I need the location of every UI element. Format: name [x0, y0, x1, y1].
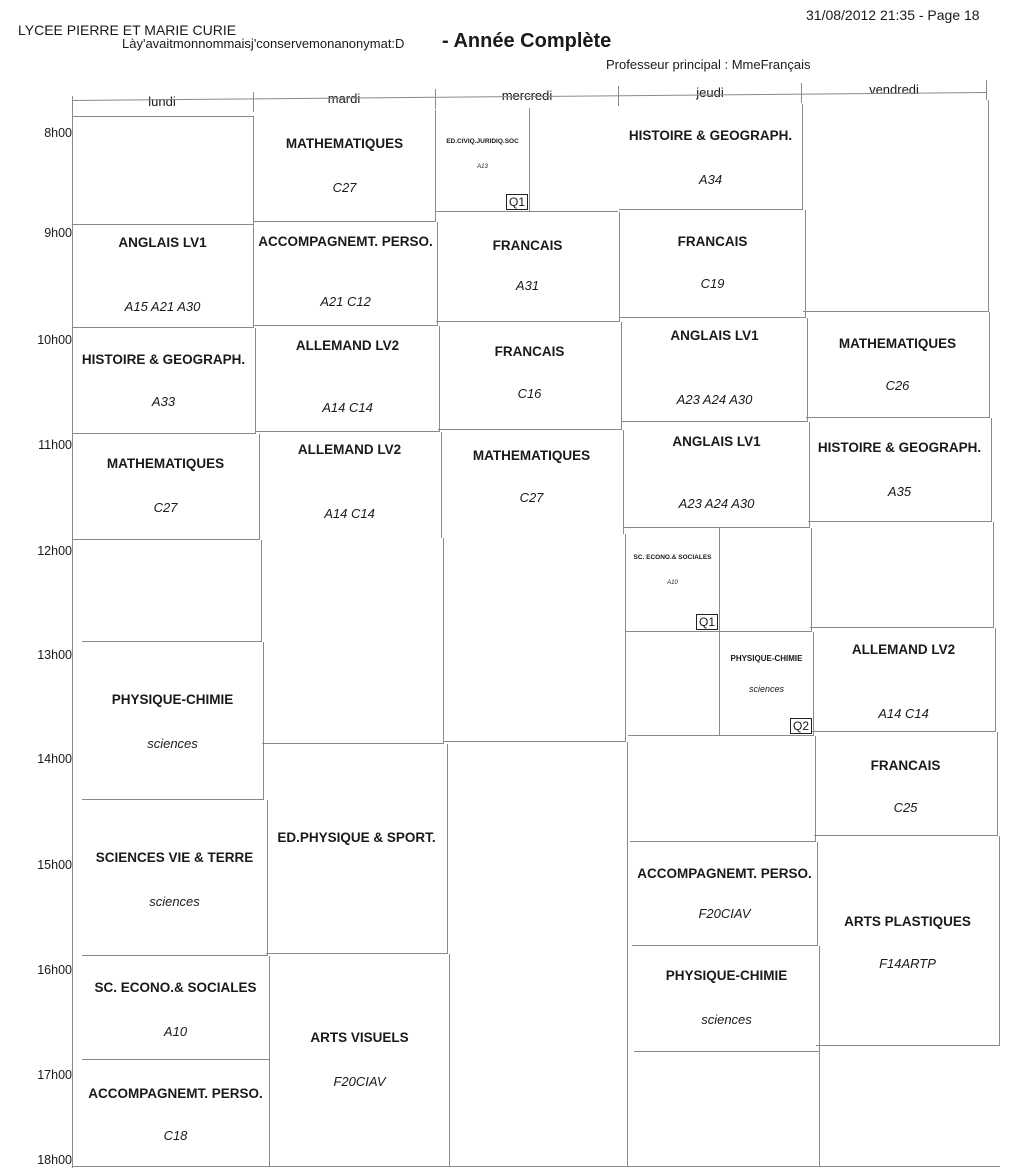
lesson-room: A21 C12 — [320, 294, 371, 309]
lesson-room: A14 C14 — [322, 400, 373, 415]
lesson-room: A14 C14 — [878, 706, 929, 721]
lesson-room: A35 — [887, 484, 912, 499]
lesson-subject: ACCOMPAGNEMT. PERSO. — [637, 866, 812, 881]
lesson-wed-11[interactable] — [440, 430, 624, 534]
hour-label: 13h00 — [37, 648, 72, 662]
lesson-room: C18 — [163, 1128, 188, 1143]
lesson-tue-16[interactable] — [270, 954, 450, 1166]
lesson-subject: ANGLAIS LV1 — [670, 328, 759, 343]
lesson-subject: SC. ECONO.& SOCIALES — [94, 980, 257, 995]
empty-slot — [444, 534, 626, 742]
lesson-subject: ARTS PLASTIQUES — [844, 914, 971, 929]
lesson-mon-9[interactable] — [72, 224, 254, 328]
lesson-subject: MATHEMATIQUES — [106, 456, 225, 471]
empty-slot — [628, 632, 720, 736]
empty-slot — [448, 742, 628, 1166]
lesson-room: A34 — [698, 172, 723, 187]
empty-slot — [810, 522, 994, 628]
lesson-thu-11[interactable] — [624, 422, 810, 528]
lesson-room: A14 C14 — [324, 506, 375, 521]
lesson-room: C27 — [519, 490, 544, 505]
hour-label: 15h00 — [37, 858, 72, 872]
lesson-room: C27 — [332, 180, 357, 195]
lesson-subject: ACCOMPAGNEMT. PERSO. — [258, 234, 433, 249]
lesson-subject: HISTOIRE & GEOGRAPH. — [817, 440, 982, 455]
empty-slot — [636, 1052, 820, 1166]
hour-label: 18h00 — [37, 1153, 72, 1167]
lesson-room: sciences — [147, 736, 198, 751]
lesson-tue-11[interactable] — [258, 432, 442, 538]
lesson-subject: ACCOMPAGNEMT. PERSO. — [88, 1086, 263, 1101]
lesson-subject: MATHEMATIQUES — [285, 136, 404, 151]
lesson-subject: PHYSIQUE-CHIMIE — [665, 968, 788, 983]
group-badge: Q1 — [506, 194, 528, 210]
lesson-fri-14[interactable] — [814, 732, 998, 836]
hour-label: 9h00 — [44, 226, 72, 240]
lesson-subject: ED.PHYSIQUE & SPORT. — [277, 830, 436, 845]
empty-slot — [803, 100, 989, 312]
day-header-wednesday: mercredi — [501, 88, 553, 103]
hour-label: 10h00 — [37, 333, 72, 347]
group-badge: Q2 — [790, 718, 812, 734]
column-rule — [435, 89, 436, 109]
lesson-room: F20CIAV — [698, 906, 751, 921]
lesson-fri-15[interactable] — [816, 836, 1000, 1046]
empty-slot — [262, 538, 444, 744]
lesson-room: A31 — [515, 278, 540, 293]
lesson-room: A10 — [163, 1024, 188, 1039]
hour-label: 14h00 — [37, 752, 72, 766]
lesson-subject: ANGLAIS LV1 — [118, 235, 207, 250]
hour-label: 11h00 — [38, 438, 72, 452]
lesson-subject: ALLEMAND LV2 — [851, 642, 956, 657]
lesson-mon-13[interactable] — [82, 642, 264, 800]
empty-slot — [720, 528, 812, 632]
lesson-subject: SCIENCES VIE & TERRE — [95, 850, 254, 865]
lesson-fri-13[interactable] — [812, 628, 996, 732]
lesson-subject: FRANCAIS — [870, 758, 941, 773]
lesson-subject: ALLEMAND LV2 — [295, 338, 400, 353]
lesson-subject: ED.CIVIQ.JURIDIQ.SOC — [446, 138, 519, 145]
empty-slot — [530, 108, 618, 212]
day-header-tuesday: mardi — [327, 91, 361, 106]
lesson-thu-10[interactable] — [622, 318, 808, 422]
lesson-room: A13 — [477, 164, 488, 170]
main-teacher: Professeur principal : MmeFrançais — [606, 57, 811, 72]
hour-label: 17h00 — [37, 1068, 72, 1082]
lesson-room: F14ARTP — [879, 956, 936, 971]
lesson-room: sciences — [748, 684, 784, 694]
lesson-subject: HISTOIRE & GEOGRAPH. — [81, 352, 246, 367]
column-rule — [253, 92, 254, 112]
lesson-tue-14[interactable] — [266, 744, 448, 954]
lesson-subject: FRANCAIS — [494, 344, 565, 359]
lesson-wed-10[interactable] — [438, 322, 622, 430]
lesson-tue-10[interactable] — [256, 326, 440, 432]
lesson-room: C16 — [517, 386, 542, 401]
lesson-subject: PHYSIQUE-CHIMIE — [730, 654, 803, 663]
hour-label: 12h00 — [37, 544, 72, 558]
day-header-friday: vendredi — [869, 82, 919, 97]
lesson-room: C19 — [700, 276, 725, 291]
lesson-thu-13[interactable] — [720, 632, 814, 736]
lesson-room: sciences — [701, 1012, 752, 1027]
column-rule — [618, 86, 619, 106]
empty-slot — [630, 736, 816, 842]
school-name: LYCEE PIERRE ET MARIE CURIE — [18, 22, 237, 38]
group-badge: Q1 — [696, 614, 718, 630]
empty-slot — [818, 1046, 1000, 1166]
hour-label: 16h00 — [37, 963, 72, 977]
lesson-thu-15[interactable] — [632, 842, 818, 946]
lesson-thu-12[interactable] — [626, 528, 720, 632]
lesson-mon-17[interactable] — [82, 1060, 270, 1166]
lesson-wed-9[interactable] — [436, 212, 620, 322]
page-title: - Année Complète — [442, 30, 612, 52]
lesson-room: C26 — [885, 378, 910, 393]
day-header-monday: lundi — [148, 94, 176, 109]
lesson-room: A23 A24 A30 — [676, 392, 753, 407]
lesson-mon-11[interactable] — [72, 434, 260, 540]
print-date: 31/08/2012 21:35 - Page 18 — [806, 7, 980, 23]
column-rule — [801, 83, 802, 103]
lesson-room: A10 — [667, 580, 678, 586]
lesson-subject: FRANCAIS — [492, 238, 563, 253]
lesson-fri-11[interactable] — [808, 418, 992, 522]
lesson-subject: ARTS VISUELS — [310, 1030, 409, 1045]
pupil-name: Lày'avaitmonnommaisj'conservemonanonymat:D — [122, 36, 405, 51]
lesson-mon-10[interactable] — [72, 328, 256, 434]
lesson-tue-8[interactable] — [254, 110, 436, 222]
empty-slot — [72, 116, 254, 224]
lesson-fri-10[interactable] — [806, 312, 990, 418]
lesson-room: A15 A21 A30 — [124, 299, 201, 314]
lesson-thu-9[interactable] — [620, 210, 806, 318]
lesson-mon-15[interactable] — [82, 800, 268, 956]
lesson-subject: PHYSIQUE-CHIMIE — [111, 692, 234, 707]
lesson-thu-8[interactable] — [619, 104, 803, 210]
lesson-subject: HISTOIRE & GEOGRAPH. — [628, 128, 793, 143]
lesson-subject: SC. ECONO.& SOCIALES — [633, 554, 712, 561]
lesson-thu-16[interactable] — [634, 946, 820, 1052]
lesson-subject: ANGLAIS LV1 — [672, 434, 761, 449]
lesson-room: sciences — [149, 894, 200, 909]
lesson-room: A33 — [151, 394, 176, 409]
lesson-subject: MATHEMATIQUES — [838, 336, 957, 351]
bottom-rule — [72, 1166, 1000, 1167]
lesson-subject: ALLEMAND LV2 — [297, 442, 402, 457]
lesson-room: C25 — [893, 800, 918, 815]
day-header-thursday: jeudi — [696, 85, 724, 100]
lesson-room: F20CIAV — [333, 1074, 386, 1089]
lesson-room: A23 A24 A30 — [678, 496, 755, 511]
column-rule — [986, 80, 987, 100]
lesson-room: C27 — [153, 500, 178, 515]
lesson-subject: MATHEMATIQUES — [472, 448, 591, 463]
lesson-wed-8[interactable] — [436, 108, 530, 212]
lesson-subject: FRANCAIS — [677, 234, 748, 249]
empty-slot — [82, 540, 262, 642]
lesson-tue-9[interactable] — [254, 222, 438, 326]
hour-label: 8h00 — [44, 126, 72, 140]
lesson-mon-16[interactable] — [82, 956, 270, 1060]
